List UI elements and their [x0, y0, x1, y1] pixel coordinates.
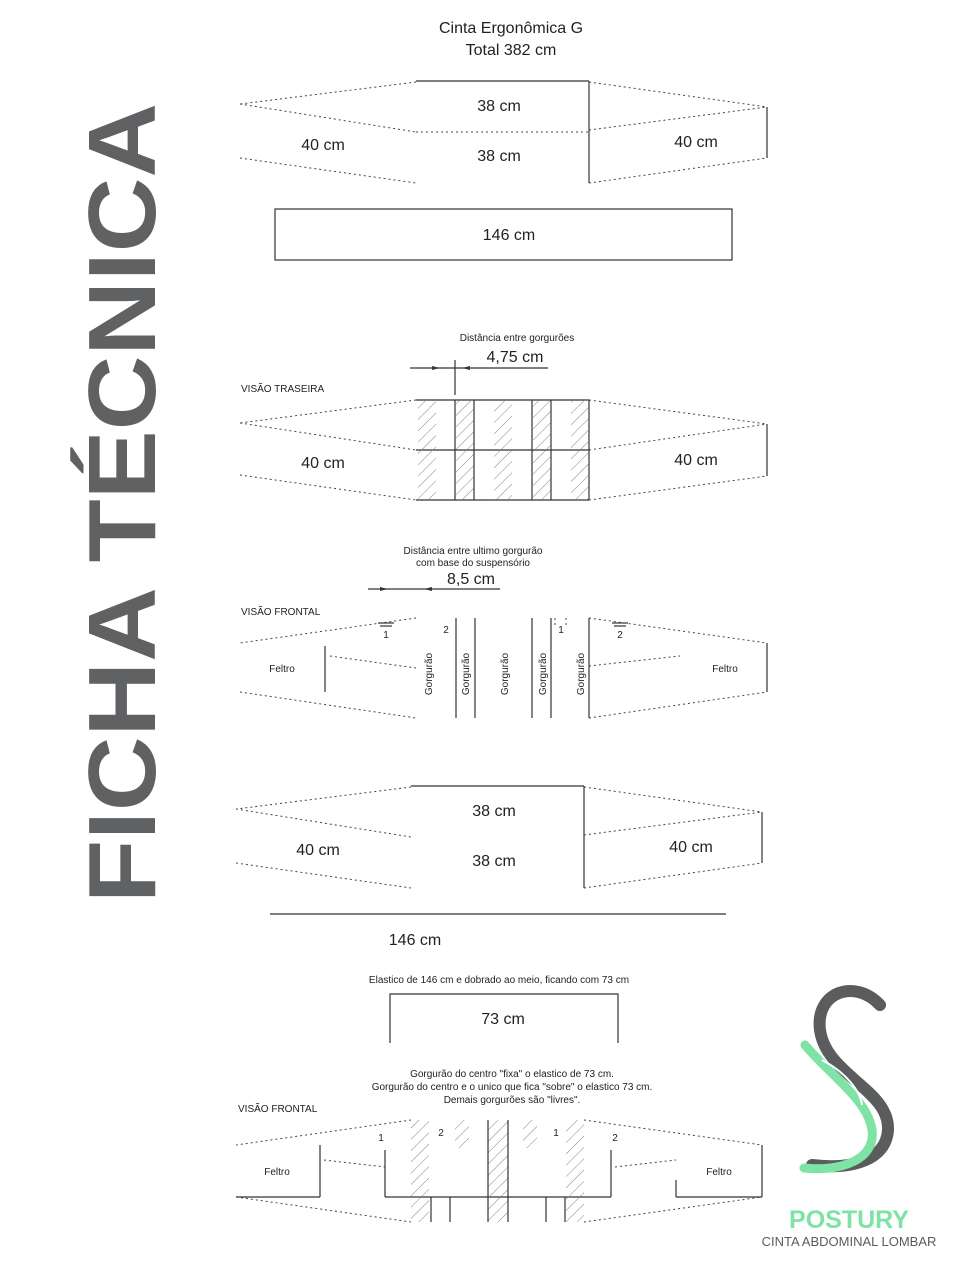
- s3-value: 8,5 cm: [446, 571, 496, 588]
- side-title: FICHA TÉCNICA: [69, 159, 176, 903]
- s5-marker-1-right: 1: [553, 1128, 559, 1139]
- s2-left: 40 cm: [301, 455, 345, 472]
- s3-caption-line1: Distância entre ultimo gorgurão: [403, 546, 543, 557]
- s2-spacing-value: 4,75 cm: [486, 349, 544, 366]
- s4-center-top: 38 cm: [472, 803, 516, 820]
- header-total: Total 382 cm: [465, 42, 557, 59]
- s5-left-label: Feltro: [264, 1167, 290, 1178]
- s5-belt: [236, 1120, 762, 1222]
- s2-view-label: VISÃO TRASEIRA: [241, 384, 325, 395]
- header-title: Cinta Ergonômica G: [438, 20, 584, 37]
- s3-left-label: Feltro: [269, 664, 295, 675]
- s4-right: 40 cm: [669, 839, 713, 856]
- s1-right: 40 cm: [674, 134, 718, 151]
- s5-note-line3: Demais gorgurões são "livres".: [443, 1095, 581, 1106]
- s3-gorgurao-3: Gorgurão: [500, 652, 511, 696]
- s5-note-line2: Gorgurão do centro e o unico que fica "sobre" o elastico 73 cm.: [371, 1082, 653, 1093]
- s1-center-bottom: 38 cm: [477, 148, 521, 165]
- s1-left: 40 cm: [301, 137, 345, 154]
- s5-note-line1: Gorgurão do centro "fixa" o elastico de 73 cm.: [410, 1069, 614, 1080]
- s2-belt: [240, 400, 767, 500]
- section1-belt: [240, 81, 767, 183]
- s4-left: 40 cm: [296, 842, 340, 859]
- s3-gorgurao-5: Gorgurão: [576, 652, 587, 696]
- s3-gorgurao-4: Gorgurão: [538, 652, 549, 696]
- brand-name: POSTURY: [789, 1206, 909, 1234]
- s3-marker-1-left: 1: [383, 630, 389, 641]
- s5-marker-2-right: 2: [612, 1133, 618, 1144]
- s3-marker-2-right: 2: [617, 630, 623, 641]
- s3-gorgurao-1: Gorgurão: [424, 652, 435, 696]
- s3-view-label: VISÃO FRONTAL: [241, 607, 321, 618]
- s5-caption: Elastico de 146 cm e dobrado ao meio, ficando com 73 cm: [368, 975, 630, 986]
- s5-marker-2-left: 2: [438, 1128, 444, 1139]
- s2-spacing-caption: Distância entre gorgurões: [459, 333, 575, 344]
- s3-caption-line2: com base do suspensório: [416, 558, 530, 569]
- s5-view-label: VISÃO FRONTAL: [238, 1104, 318, 1115]
- s5-marker-1-left: 1: [378, 1133, 384, 1144]
- brand-tagline: CINTA ABDOMINAL LOMBAR: [761, 1234, 937, 1249]
- s1-center-top: 38 cm: [477, 98, 521, 115]
- s4-belt: [236, 786, 762, 888]
- s5-right-label: Feltro: [706, 1167, 732, 1178]
- s3-marker-2-left: 2: [443, 625, 449, 636]
- s1-band-label: 146 cm: [482, 227, 536, 244]
- s5-box-label: 73 cm: [481, 1011, 525, 1028]
- postury-logo-icon: [804, 991, 888, 1169]
- s3-right-label: Feltro: [712, 664, 738, 675]
- s3-marker-1-right: 1: [558, 625, 564, 636]
- s4-center-bottom: 38 cm: [472, 853, 516, 870]
- s2-right: 40 cm: [674, 452, 718, 469]
- s3-gorgurao-2: Gorgurão: [461, 652, 472, 696]
- s4-line-label: 146 cm: [388, 932, 442, 949]
